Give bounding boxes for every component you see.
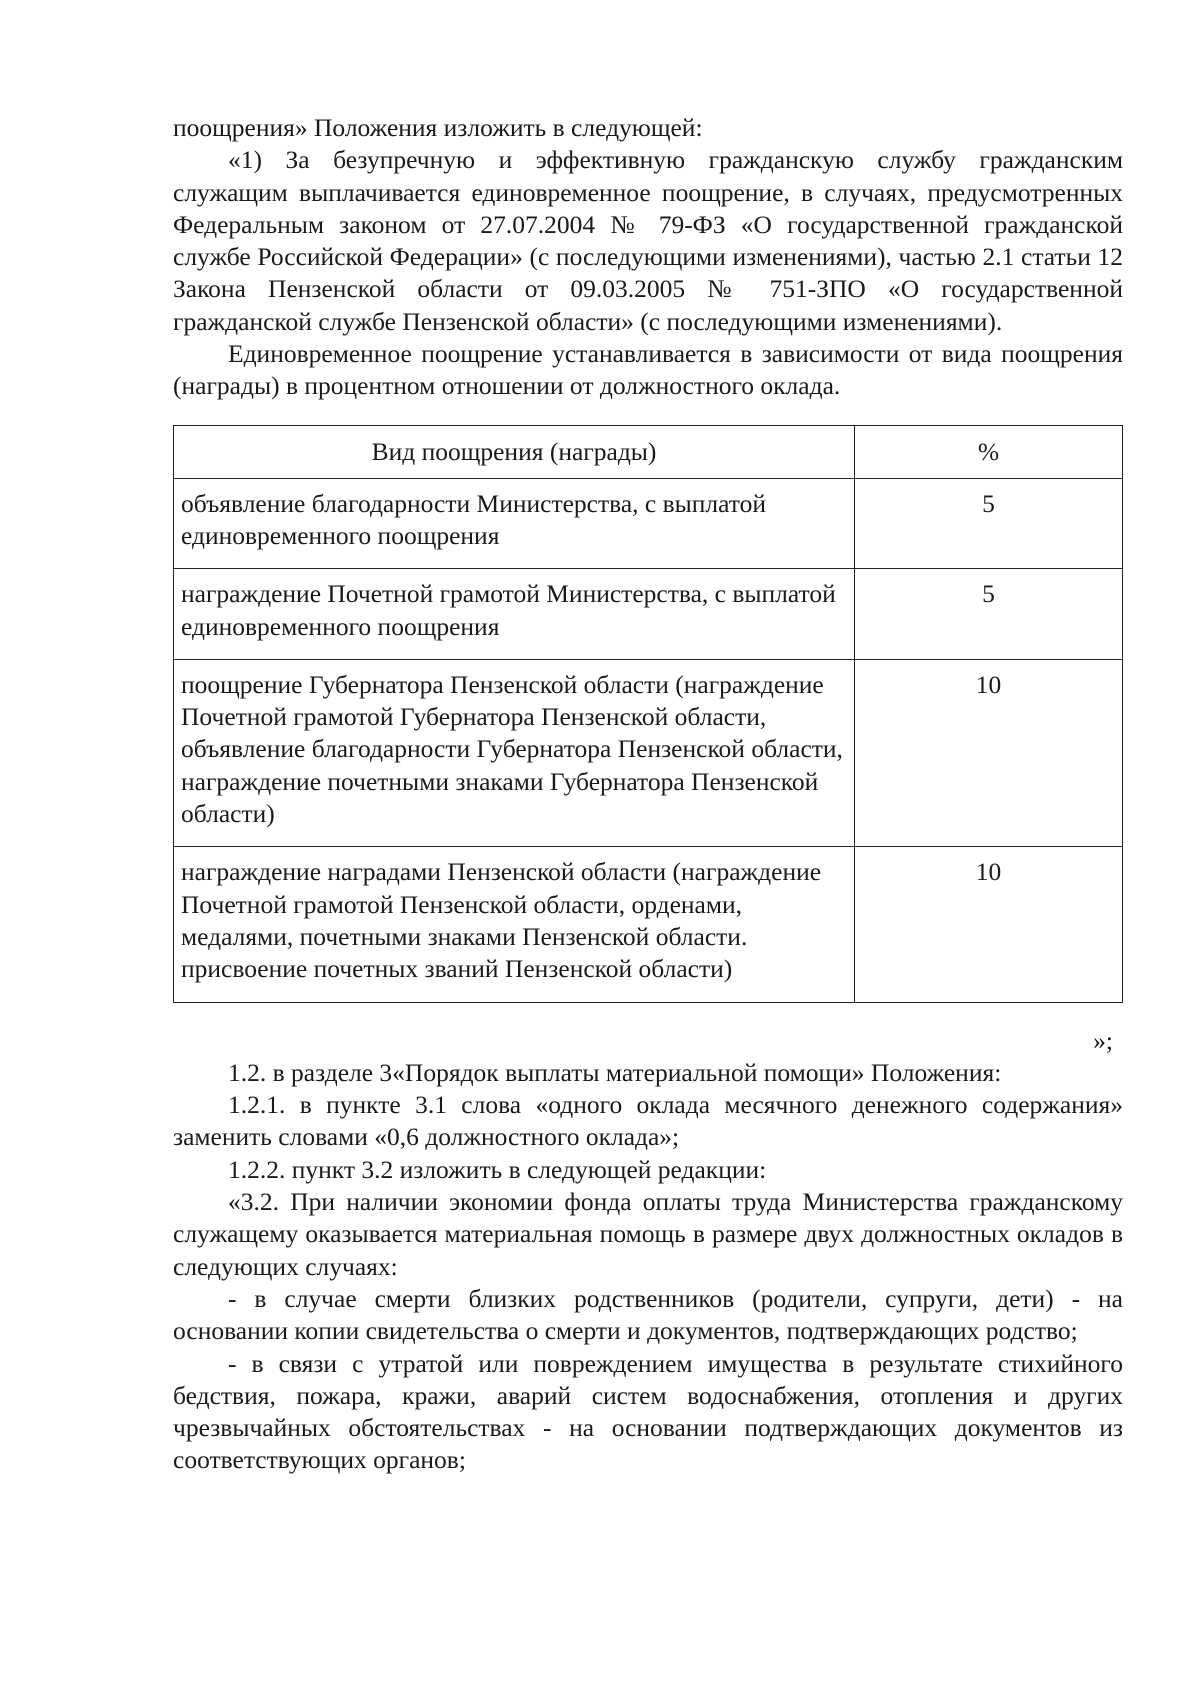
paragraph-percent-note: Единовременное поощрение устанавливается в зависимости от вида поощрения (награды) в процентном отношении от должностного оклада. bbox=[173, 339, 1123, 401]
paragraph-1-2: 1.2. в разделе 3«Порядок выплаты материальной помощи» Положения: bbox=[228, 1057, 1002, 1087]
table-row bbox=[174, 847, 1123, 1002]
document-page bbox=[173, 112, 1123, 1477]
awards-table bbox=[173, 425, 1123, 1003]
paragraph-continuation: поощрения» Положения изложить в следующей: bbox=[173, 113, 703, 142]
paragraph-case-property: - в связи с утратой или повреждением имущества в результате стихийного бедствия, пожара, кражи, аварий систем водоснабжения, отопления и других чрезвычайных обстоятельствах - на основании подтверждающих документов из соответствующих органов; bbox=[173, 1348, 1123, 1475]
table-header-row bbox=[174, 425, 1123, 478]
table-row bbox=[174, 659, 1123, 846]
paragraph-1-2-1: 1.2.1. в пункте 3.1 слова «одного оклада месячного денежного содержания» заменить словами «0,6 должностного оклада»; bbox=[173, 1090, 1123, 1152]
header-percent: % bbox=[855, 425, 1123, 478]
header-award-kind: Вид поощрения (награды) bbox=[174, 425, 855, 478]
paragraph-3-2: «3.2. При наличии экономии фонда оплаты труда Министерства гражданскому служащему оказывается материальная помощь в размере двух должностных окладов в следующих случаях: bbox=[173, 1187, 1123, 1281]
award-percent-cell: 10 bbox=[855, 847, 1123, 1002]
award-kind-cell: награждение Почетной грамотой Министерства, с выплатой единовременного поощрения bbox=[174, 569, 855, 660]
award-kind-cell: поощрение Губернатора Пензенской области (награждение Почетной грамотой Губернатора Пензенской области, объявление благодарности Губернатора Пензенской области, награждение почетными знаками Губернатора Пензенской области) bbox=[174, 659, 855, 846]
table-row bbox=[174, 569, 1123, 660]
award-kind-cell: объявление благодарности Министерства, с выплатой единовременного поощрения bbox=[174, 478, 855, 569]
closing-quote: »; bbox=[1093, 1025, 1113, 1055]
award-percent-cell: 5 bbox=[855, 569, 1123, 660]
award-kind-cell: награждение наградами Пензенской области (награждение Почетной грамотой Пензенской области, орденами, медалями, почетными знаками Пензенской области. присвоение почетных званий Пензенской области) bbox=[174, 847, 855, 1002]
award-percent-cell: 5 bbox=[855, 478, 1123, 569]
table-row bbox=[174, 478, 1123, 569]
paragraph-clause-1: «1) За безупречную и эффективную гражданскую службу гражданским служащим выплачивается единовременное поощрение, в случаях, предусмотренных Федеральным законом от 27.07.2004 № 79-ФЗ «О государственной гражданской службе Российской Федерации» (с последующими изменениями), частью 2.1 статьи 12 Закона Пензенской области от 09.03.2005 № 751-ЗПО «О государственной гражданской службе Пензенской области» (с последующими изменениями). bbox=[173, 145, 1123, 336]
paragraph-case-death: - в случае смерти близких родственников (родители, супруги, дети) - на основании копии свидетельства о смерти и документов, подтверждающих родство; bbox=[173, 1283, 1123, 1346]
award-percent-cell: 10 bbox=[855, 659, 1123, 846]
paragraph-1-2-2: 1.2.2. пункт 3.2 изложить в следующей редакции: bbox=[228, 1154, 767, 1184]
